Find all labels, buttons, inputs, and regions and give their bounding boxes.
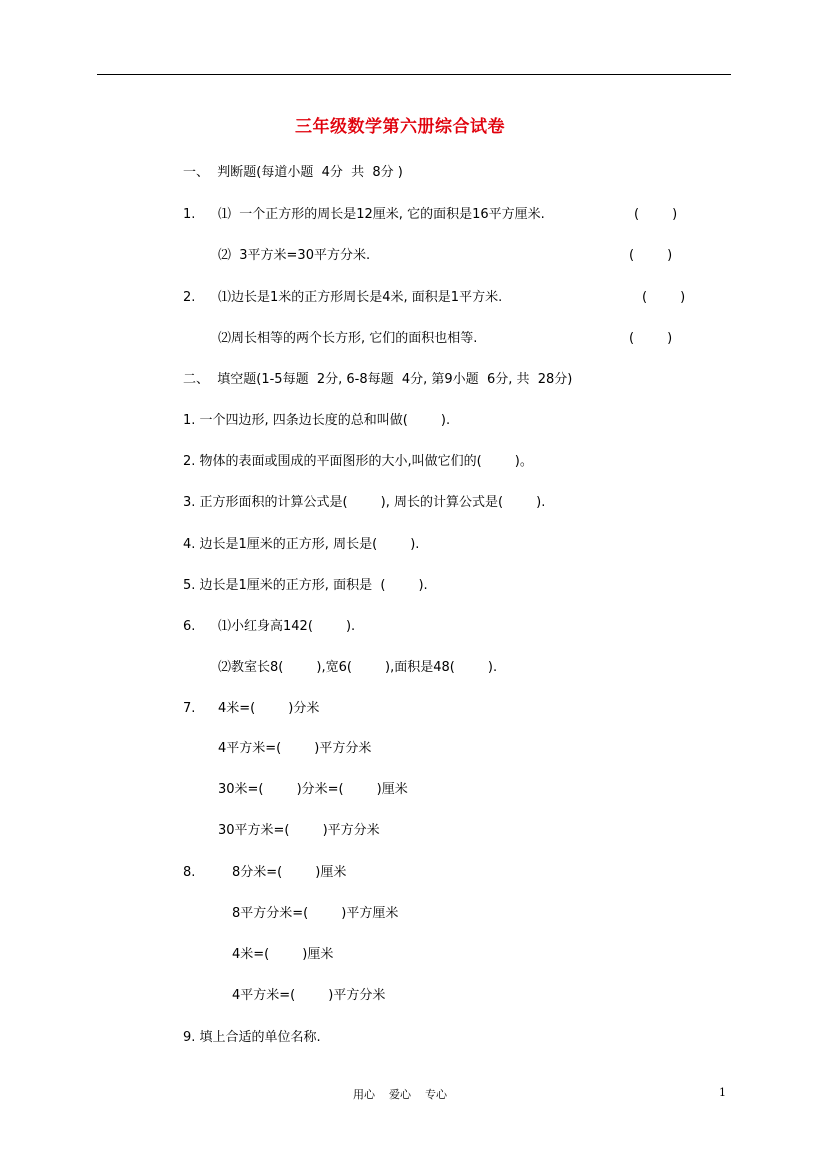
section1-q2-part1-answer: ( ) [642,290,686,305]
header-rule [97,74,731,75]
section1-q2-part1: ⑴边长是1米的正方形周长是4米, 面积是1平方米. [218,290,503,305]
section2-q8-line2: 8平方分米=( )平方厘米 [232,906,399,921]
section2-q8-line1: 8分米=( )厘米 [232,865,347,880]
section2-q4: 4. 边长是1厘米的正方形, 周长是( ). [183,537,420,552]
section2-q6-number: 6. [183,619,196,634]
section2-q6-part2: ⑵教室长8( ),宽6( ),面积是48( ). [218,660,498,675]
section2-q8-line4: 4平方米=( )平方分米 [232,988,386,1003]
section1-q2-number: 2. [183,290,196,305]
section2-q8-line3: 4米=( )厘米 [232,947,334,962]
section2-q7-line4: 30平方米=( )平方分米 [218,823,380,838]
section1-q2-part2: ⑵周长相等的两个长方形, 它们的面积也相等. [218,331,478,346]
document-title: 三年级数学第六册综合试卷 [295,117,505,137]
section2-q7-line1: 4米=( )分米 [218,701,320,716]
section2-q6-part1: ⑴小红身高142( ). [218,619,356,634]
section2-q7-line2: 4平方米=( )平方分米 [218,741,372,756]
section1-q2-part2-answer: ( ) [629,331,673,346]
section2-q7-line3: 30米=( )分米=( )厘米 [218,782,408,797]
section2-q9: 9. 填上合适的单位名称. [183,1030,321,1045]
section1-q1-number: 1. [183,207,196,222]
section2-q5: 5. 边长是1厘米的正方形, 面积是 ( ). [183,578,428,593]
section2-q3: 3. 正方形面积的计算公式是( ), 周长的计算公式是( ). [183,495,546,510]
section2-q7-number: 7. [183,701,196,716]
footer-motto: 用心 爱心 专心 [353,1088,447,1101]
section1-q1-part2: ⑵ 3平方米=30平方分米. [218,248,371,263]
section2-q1: 1. 一个四边形, 四条边长度的总和叫做( ). [183,413,451,428]
section2-q2: 2. 物体的表面或围成的平面图形的大小,叫做它们的( )。 [183,454,533,469]
section1-heading: 一、 判断题(每道小题 4分 共 8分 ) [183,165,403,180]
section1-q1-part1: ⑴ 一个正方形的周长是12厘米, 它的面积是16平方厘米. [218,207,545,222]
section1-q1-part2-answer: ( ) [629,248,673,263]
section2-heading: 二、 填空题(1-5每题 2分, 6-8每题 4分, 第9小题 6分, 共 28分) [183,372,573,387]
section1-q1-part1-answer: ( ) [634,207,678,222]
section2-q8-number: 8. [183,865,196,880]
page-number: 1 [719,1086,726,1099]
